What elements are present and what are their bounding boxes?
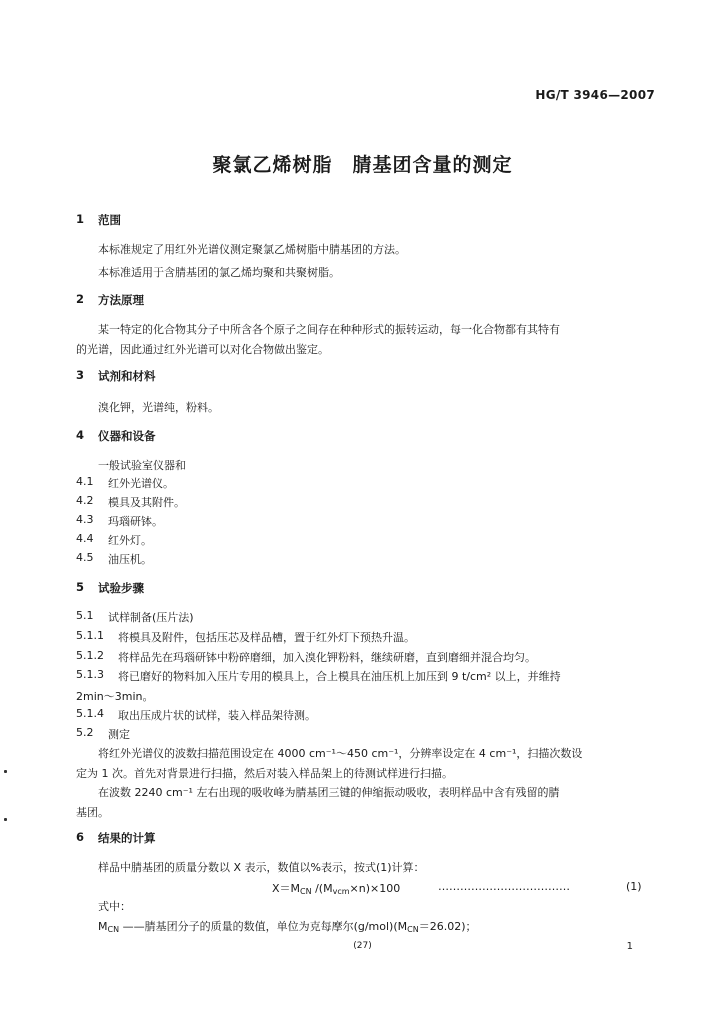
section-2-heading: 方法原理 — [98, 293, 144, 307]
section-6-number: 6 — [76, 830, 85, 844]
section-1-line-2: 本标准适用于含腈基团的氯乙烯均聚和共聚树脂。 — [98, 266, 340, 279]
item-4-5-number: 4.5 — [76, 551, 94, 564]
definition-symbol-sub: CN — [107, 925, 120, 934]
page-number: (27) — [353, 941, 372, 951]
step-5-1-4-text: 取出压成片状的试样，装入样品架待测。 — [118, 709, 316, 722]
step-5-1-1-text: 将模具及附件，包括压芯及样品槽，置于红外灯下预热升温。 — [118, 631, 415, 644]
item-4-5-text: 油压机。 — [108, 553, 152, 566]
item-4-4-number: 4.4 — [76, 532, 94, 545]
formula-mid: /(M — [311, 882, 333, 895]
definition-text-sub: CN — [407, 925, 419, 934]
section-2-line-2: 的光谱，因此通过红外光谱可以对化合物做出鉴定。 — [76, 343, 329, 356]
section-2-line-1: 某一特定的化合物其分子中所含各个原子之间存在种种形式的振转运动，每一化合物都有其特有 — [98, 323, 560, 336]
measurement-para-1-line-1: 将红外光谱仪的波数扫描范围设定在 4000 cm⁻¹～450 cm⁻¹，分辨率设定在 4 cm⁻¹，扫描次数设 — [98, 747, 583, 760]
section-1-line-1: 本标准规定了用红外光谱仪测定聚氯乙烯树脂中腈基团的方法。 — [98, 243, 406, 256]
formula-lhs: X＝M — [272, 882, 301, 895]
section-5-heading: 试验步骤 — [98, 581, 144, 595]
measurement-para-1-line-2: 定为 1 次。首先对背景进行扫描，然后对装入样品架上的待测试样进行扫描。 — [76, 767, 453, 780]
step-5-1-3-continuation: 2min～3min。 — [76, 690, 154, 703]
section-3-heading: 试剂和材料 — [98, 369, 156, 383]
definition-text: ——腈基团分子的质量的数值，单位为克每摩尔(g/mol)(M — [119, 920, 408, 933]
section-1-number: 1 — [76, 212, 85, 226]
subsection-5-2-number: 5.2 — [76, 726, 94, 739]
item-4-3-text: 玛瑙研钵。 — [108, 515, 163, 528]
section-4-heading: 仪器和设备 — [98, 429, 156, 443]
item-4-1-text: 红外光谱仪。 — [108, 477, 174, 490]
section-3-line-1: 溴化钾，光谱纯，粉料。 — [98, 401, 219, 414]
sheet-number: 1 — [626, 941, 633, 952]
section-6-heading: 结果的计算 — [98, 831, 156, 845]
section-3-number: 3 — [76, 368, 85, 382]
item-4-4-text: 红外灯。 — [108, 534, 152, 547]
section-5-number: 5 — [76, 580, 85, 594]
subsection-5-1-number: 5.1 — [76, 609, 94, 622]
scan-artifact-mark — [4, 818, 7, 821]
where-label: 式中： — [98, 900, 131, 913]
subsection-5-2-title: 测定 — [108, 728, 130, 741]
step-5-1-2-number: 5.1.2 — [76, 649, 104, 662]
subsection-5-1-title: 试样制备(压片法) — [108, 611, 194, 624]
formula-leader-dots: ……………………………… — [438, 880, 570, 893]
definition-symbol: M — [98, 920, 108, 933]
formula-number: (1) — [626, 880, 642, 893]
standard-code: HG/T 3946—2007 — [535, 88, 655, 102]
step-5-1-1-number: 5.1.1 — [76, 629, 104, 642]
section-2-number: 2 — [76, 292, 85, 306]
item-4-3-number: 4.3 — [76, 513, 94, 526]
section-4-intro: 一般试验室仪器和 — [98, 459, 186, 472]
item-4-1-number: 4.1 — [76, 475, 94, 488]
step-5-1-2-text: 将样品先在玛瑙研钵中粉碎磨细，加入溴化钾粉料，继续研磨，直到磨细并混合均匀。 — [118, 651, 536, 664]
symbol-definition — [98, 918, 477, 934]
scan-artifact-mark — [4, 770, 7, 773]
section-4-number: 4 — [76, 428, 85, 442]
section-1-heading: 范围 — [98, 213, 121, 227]
calculation-intro: 样品中腈基团的质量分数以 X 表示，数值以%表示，按式(1)计算： — [98, 861, 425, 874]
formula-rhs: ×n)×100 — [349, 882, 401, 895]
definition-text-end: ＝26.02)； — [418, 920, 477, 933]
measurement-para-2-line-1: 在波数 2240 cm⁻¹ 左右出现的吸收峰为腈基团三键的伸缩振动吸收，表明样品中含有残留的腈 — [98, 786, 560, 799]
formula-1 — [272, 880, 400, 896]
step-5-1-3-number: 5.1.3 — [76, 668, 104, 681]
item-4-2-text: 模具及其附件。 — [108, 496, 185, 509]
formula-lhs-sub: CN — [300, 887, 312, 896]
measurement-para-2-line-2: 基团。 — [76, 806, 109, 819]
item-4-2-number: 4.2 — [76, 494, 94, 507]
step-5-1-3-text: 将已磨好的物料加入压片专用的模具上，合上模具在油压机上加压到 9 t/cm² 以上，并维持 — [118, 670, 561, 683]
formula-mid-sub: vcm — [332, 887, 350, 896]
step-5-1-4-number: 5.1.4 — [76, 707, 104, 720]
document-title: 聚氯乙烯树脂 腈基团含量的测定 — [212, 154, 513, 176]
